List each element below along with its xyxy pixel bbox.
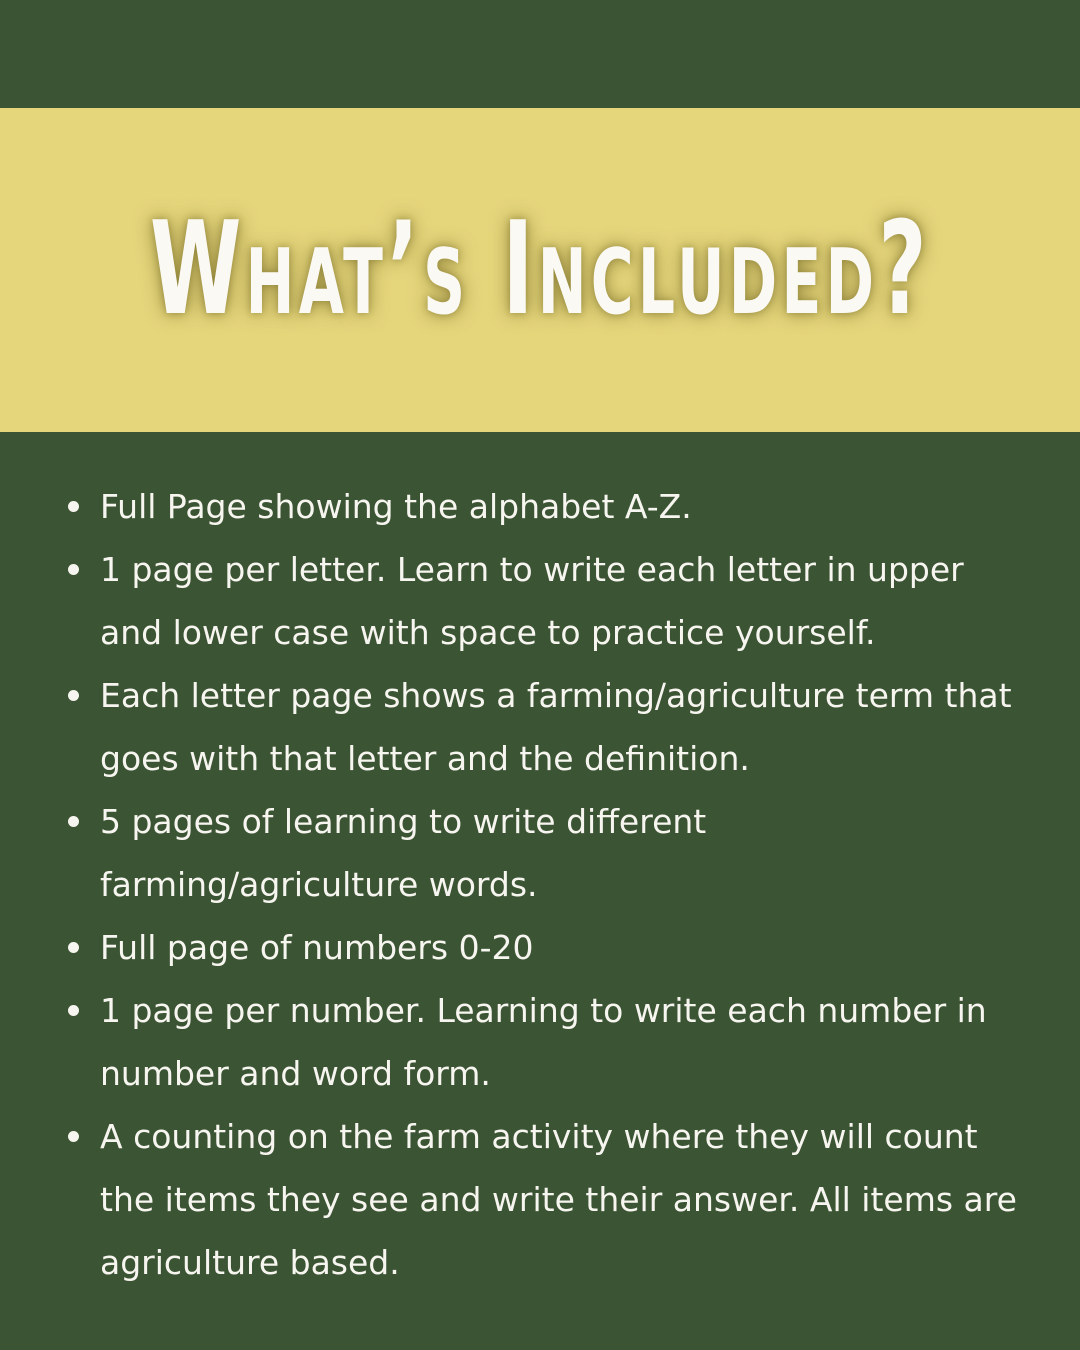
title-banner	[0, 108, 1080, 432]
feature-item-numbers	[64, 916, 1054, 979]
feature-text: Each letter page shows a farming/agriculture term that	[100, 676, 1012, 715]
page-title: What’s Included?	[149, 195, 931, 344]
bullet-icon	[68, 1131, 79, 1142]
feature-text: the items they see and write their answer. All items are	[100, 1180, 1017, 1219]
bullet-icon	[68, 1005, 79, 1016]
bullet-icon	[68, 816, 79, 827]
feature-item-letter-pages	[64, 538, 1054, 664]
feature-item-farming-terms	[64, 664, 1054, 790]
feature-text: farming/agriculture words.	[100, 865, 538, 904]
feature-text: and lower case with space to practice yourself.	[100, 613, 876, 652]
feature-list	[64, 475, 1054, 1294]
top-band	[0, 0, 1080, 108]
feature-text: A counting on the farm activity where they will count	[100, 1117, 978, 1156]
bullet-icon	[68, 564, 79, 575]
feature-text: goes with that letter and the definition.	[100, 739, 750, 778]
feature-text: Full page of numbers 0-20	[100, 928, 534, 967]
feature-item-number-pages	[64, 979, 1054, 1105]
feature-text: number and word form.	[100, 1054, 491, 1093]
feature-text: 1 page per number. Learning to write each number in	[100, 991, 987, 1030]
bullet-icon	[68, 690, 79, 701]
feature-item-counting-activity	[64, 1105, 1054, 1294]
feature-text: 5 pages of learning to write different	[100, 802, 707, 841]
feature-text: Full Page showing the alphabet A-Z.	[100, 487, 692, 526]
bullet-icon	[68, 501, 79, 512]
feature-text: agriculture based.	[100, 1243, 400, 1282]
feature-item-alphabet	[64, 475, 1054, 538]
bullet-icon	[68, 942, 79, 953]
feature-text: 1 page per letter. Learn to write each letter in upper	[100, 550, 964, 589]
feature-item-word-pages	[64, 790, 1054, 916]
